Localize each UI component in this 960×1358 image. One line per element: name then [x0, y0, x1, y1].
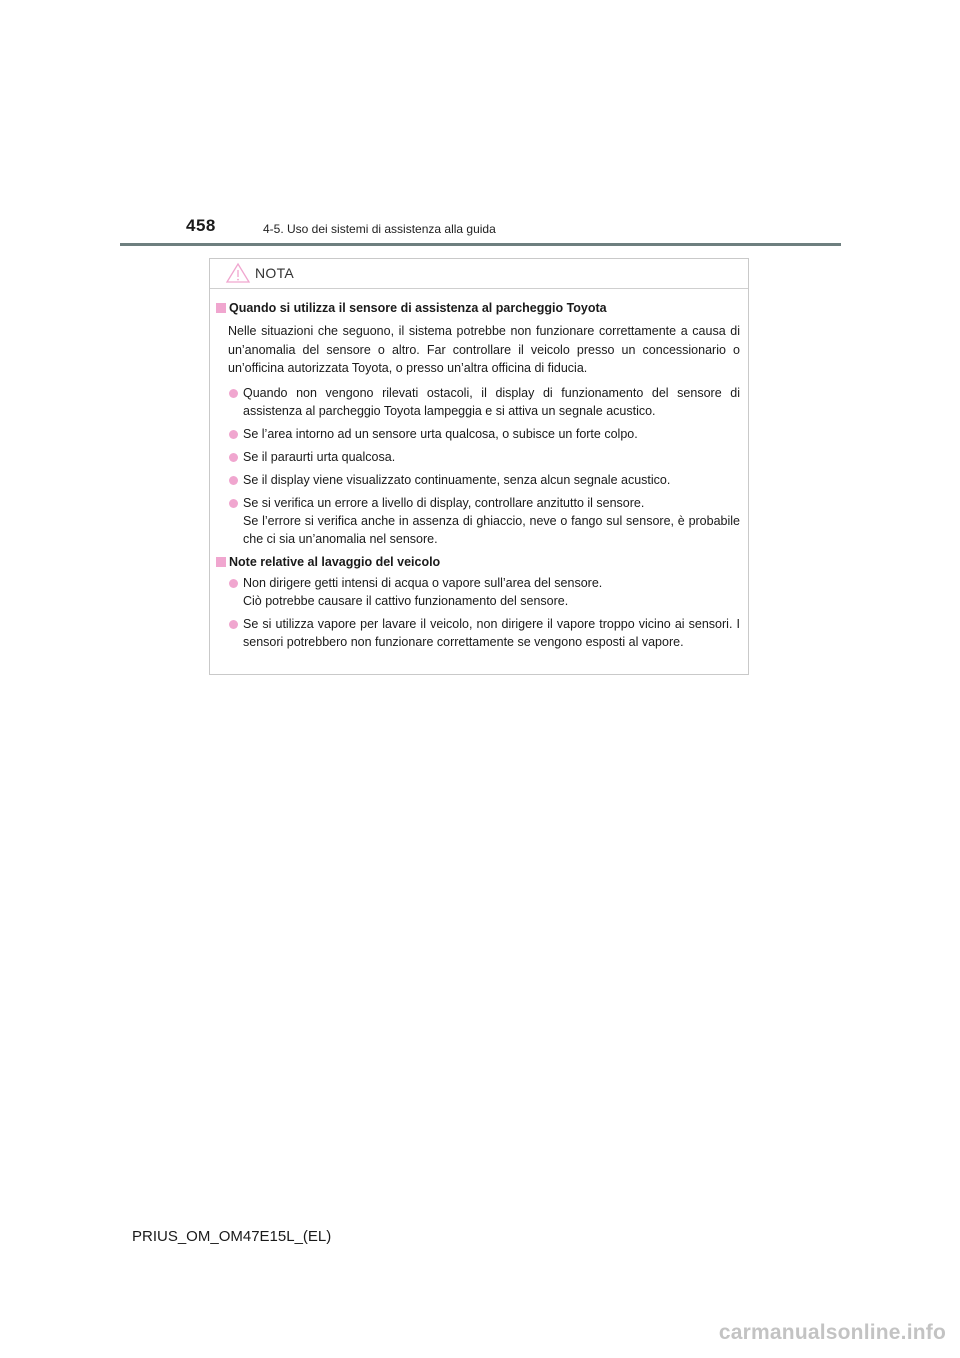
header-rule [120, 243, 841, 246]
list-item-text: Non dirigere getti intensi di acqua o vapore sull’area del sensore. [243, 575, 603, 590]
warning-triangle-icon [225, 262, 251, 284]
list-item [210, 448, 740, 466]
section-heading [210, 553, 748, 571]
list-item-text: Se l’area intorno ad un sensore urta qualcosa, o subisce un forte colpo. [243, 426, 638, 441]
round-bullet-icon [229, 476, 238, 485]
section-paragraph: Nelle situazioni che seguono, il sistema potrebbe non funzionare correttamente a causa di un’anomalia del sensore o altro. Far controllare il veicolo presso un concessionario o un’officina autorizzata Toyota, o presso un’altra officina di fiducia. [228, 324, 740, 375]
document-code: PRIUS_OM_OM47E15L_(EL) [132, 1228, 332, 1245]
notice-header [210, 259, 748, 289]
round-bullet-icon [229, 620, 238, 629]
list-item [210, 574, 740, 610]
list-item-text: Se l’errore si verifica anche in assenza di ghiaccio, neve o fango sul sensore, è probabile che ci sia un’anomalia nel sensore. [243, 513, 740, 546]
square-bullet-icon [216, 557, 226, 567]
list-item-text: Se il paraurti urta qualcosa. [243, 449, 396, 464]
list-item [210, 615, 740, 651]
round-bullet-icon [229, 389, 238, 398]
list-item-text: Ciò potrebbe causare il cattivo funzionamento del sensore. [243, 593, 569, 608]
section-title: 4-5. Uso dei sistemi di assistenza alla guida [263, 222, 496, 236]
list-item-text: Se si verifica un errore a livello di display, controllare anzitutto il sensore. [243, 495, 645, 510]
section-heading-text: Note relative al lavaggio del veicolo [229, 554, 441, 569]
notice-box [209, 258, 749, 675]
section-heading-text: Quando si utilizza il sensore di assistenza al parcheggio Toyota [229, 301, 607, 315]
notice-label: NOTA [255, 265, 295, 281]
list-item [210, 494, 740, 548]
square-bullet-icon [216, 303, 226, 313]
section-heading [210, 299, 748, 317]
list-item [210, 471, 740, 489]
page-number: 458 [186, 216, 216, 235]
round-bullet-icon [229, 430, 238, 439]
round-bullet-icon [229, 499, 238, 508]
list-item [210, 384, 740, 420]
list-item-text: Se si utilizza vapore per lavare il veicolo, non dirigere il vapore troppo vicino ai sensori. I sensori potrebbero non funzionare correttamente se vengono esposti al vapore. [243, 616, 740, 649]
watermark: carmanualsonline.info [718, 1321, 946, 1344]
round-bullet-icon [229, 453, 238, 462]
notice-body [210, 299, 748, 651]
list-item [210, 425, 740, 443]
list-item-text: Se il display viene visualizzato continuamente, senza alcun segnale acustico. [243, 472, 671, 487]
list-item-text: Quando non vengono rilevati ostacoli, il display di funzionamento del sensore di assistenza al parcheggio Toyota lampeggia e si attiva un segnale acustico. [243, 385, 740, 418]
round-bullet-icon [229, 579, 238, 588]
